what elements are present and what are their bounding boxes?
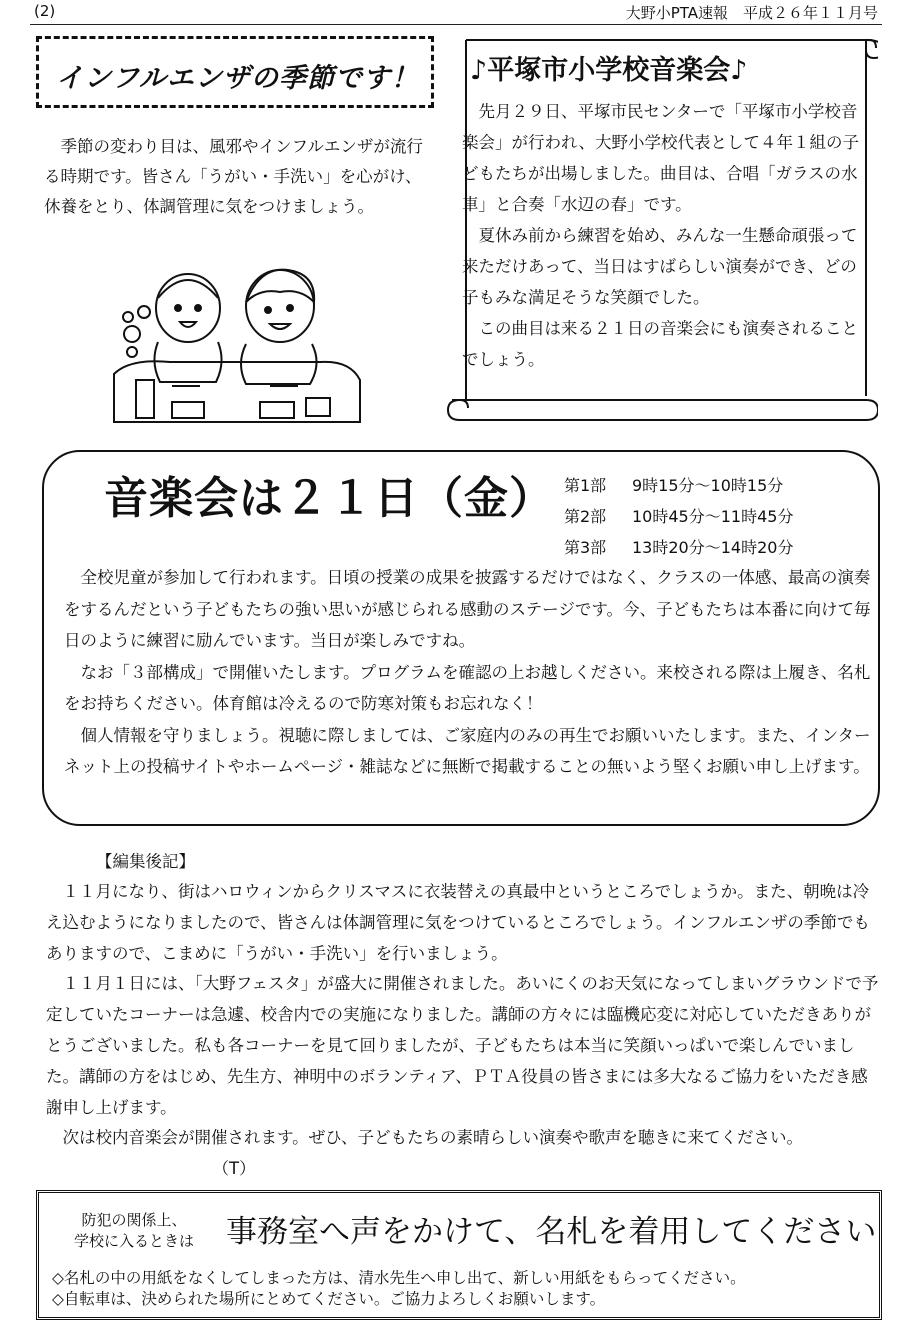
page-number: (2) (34, 2, 56, 20)
editorial-paragraph-2: １１月１日には、「大野フェスタ」が盛大に開催されました。あいにくのお天気になってしまいグラウンドで予定していたコーナーは急遽、校舎内での実施になりました。講師の方々には臨機応変に対応していただきありがとうございました。私も各コーナーを見て回りましたが、子どもたちは本当に笑顔いっぱいで楽しんでいました。講師の方をはじめ、先生方、神明中のボランティア、ＰＴＡ役員の皆さまには多大なるご協力をいただき感謝申し上げます。 (46, 974, 879, 1117)
concert-title: 音楽会は２１日（金） (104, 473, 554, 524)
schedule-row (564, 470, 793, 501)
schedule-row (564, 501, 793, 532)
notice-lead (54, 1210, 214, 1252)
editorial-signature: （T） (212, 1159, 256, 1179)
editorial-paragraph-3-text: 次は校内音楽会が開催されます。ぜひ、子どもたちの素晴らしい演奏や歌声を聴きに来てください。 (62, 1128, 804, 1148)
concert-paragraph-2: なお「３部構成」で開催いたします。プログラムを確認の上お越しください。来校される際は上履き、名札をお持ちください。体育館は冷えるので防寒対策もお忘れなく！ (64, 662, 871, 713)
flu-title: インフルエンザの季節です！ (56, 63, 419, 94)
concert-schedule (564, 470, 793, 563)
schedule-time: 9時15分～10時15分 (632, 476, 784, 495)
schedule-time: 10時45分～11時45分 (632, 507, 794, 526)
notice-headline: 事務室へ声をかけて、名札を着用してください (226, 1214, 877, 1250)
notice-details (52, 1268, 746, 1310)
music-festival-title: ♪平塚市小学校音楽会♪ (470, 55, 748, 86)
schedule-part: 第3部 (564, 538, 607, 557)
flu-body: 季節の変わり目は、風邪やインフルエンザが流行る時期です。皆さん「うがい・手洗い」を心がけ、休養をとり、体調管理に気をつけましょう。 (44, 137, 423, 216)
music-festival-body (462, 96, 866, 375)
notice-line-1: ◇名札の中の用紙をなくしてしまった方は、清水先生へ申し出て、新しい用紙をもらってください。 (52, 1269, 746, 1287)
music-paragraph-3: この曲目は来る２１日の音楽会にも演奏されることでしょう。 (462, 319, 858, 369)
concert-body (64, 562, 872, 783)
music-paragraph-1: 先月２９日、平塚市民センターで「平塚市小学校音楽会」が行われ、大野小学校代表として４年１組の子どもたちが出場しました。曲目は、合唱「ガラスの水車」と合奏「水辺の春」です。 (462, 102, 859, 214)
header-divider (30, 24, 882, 25)
schedule-row (564, 532, 793, 563)
editorial-body (46, 877, 880, 1185)
schedule-part: 第2部 (564, 507, 607, 526)
handwashing-illustration (110, 262, 368, 430)
schedule-time: 13時20分～14時20分 (632, 538, 794, 557)
music-paragraph-2: 夏休み前から練習を始め、みんな一生懸命頑張って来ただけあって、当日はすばらしい演奏ができ、どの子もみな満足そうな笑顔でした。 (462, 226, 858, 307)
notice-line-2: ◇自転車は、決められた場所にとめてください。ご協力よろしくお願いします。 (52, 1290, 606, 1308)
editorial-paragraph-3 (46, 1123, 880, 1185)
concert-paragraph-1: 全校児童が参加して行われます。日頃の授業の成果を披露するだけではなく、クラスの一体感、最高の演奏をするんだという子どもたちの強い思いが感じられる感動のステージです。今、子どもたちは本番に向けて毎日のように練習に励んでいます。当日が楽しみですね。 (64, 568, 871, 650)
editorial-heading: 【編集後記】 (96, 852, 195, 871)
notice-lead-line-1: 防犯の関係上、 (81, 1211, 187, 1229)
editorial-paragraph-1: １１月になり、街はハロウィンからクリスマスに衣装替えの真最中というところでしょうか。また、朝晩は冷え込むようになりましたので、皆さんは体調管理に気をつけているところでしょう。インフルエンザの季節でもありますので、こまめに「うがい・手洗い」を行いましょう。 (46, 882, 870, 963)
notice-lead-line-2: 学校に入るときは (73, 1232, 194, 1250)
newsletter-title: 大野小PTA速報 平成２６年１１月号 (625, 4, 878, 22)
schedule-part: 第1部 (564, 476, 607, 495)
concert-paragraph-3: 個人情報を守りましょう。視聴に際しましては、ご家庭内のみの再生でお願いいたします。また、インターネット上の投稿サイトやホームページ・雑誌などに無断で掲載することの無いよう堅くお願い申し上げます。 (64, 725, 871, 776)
